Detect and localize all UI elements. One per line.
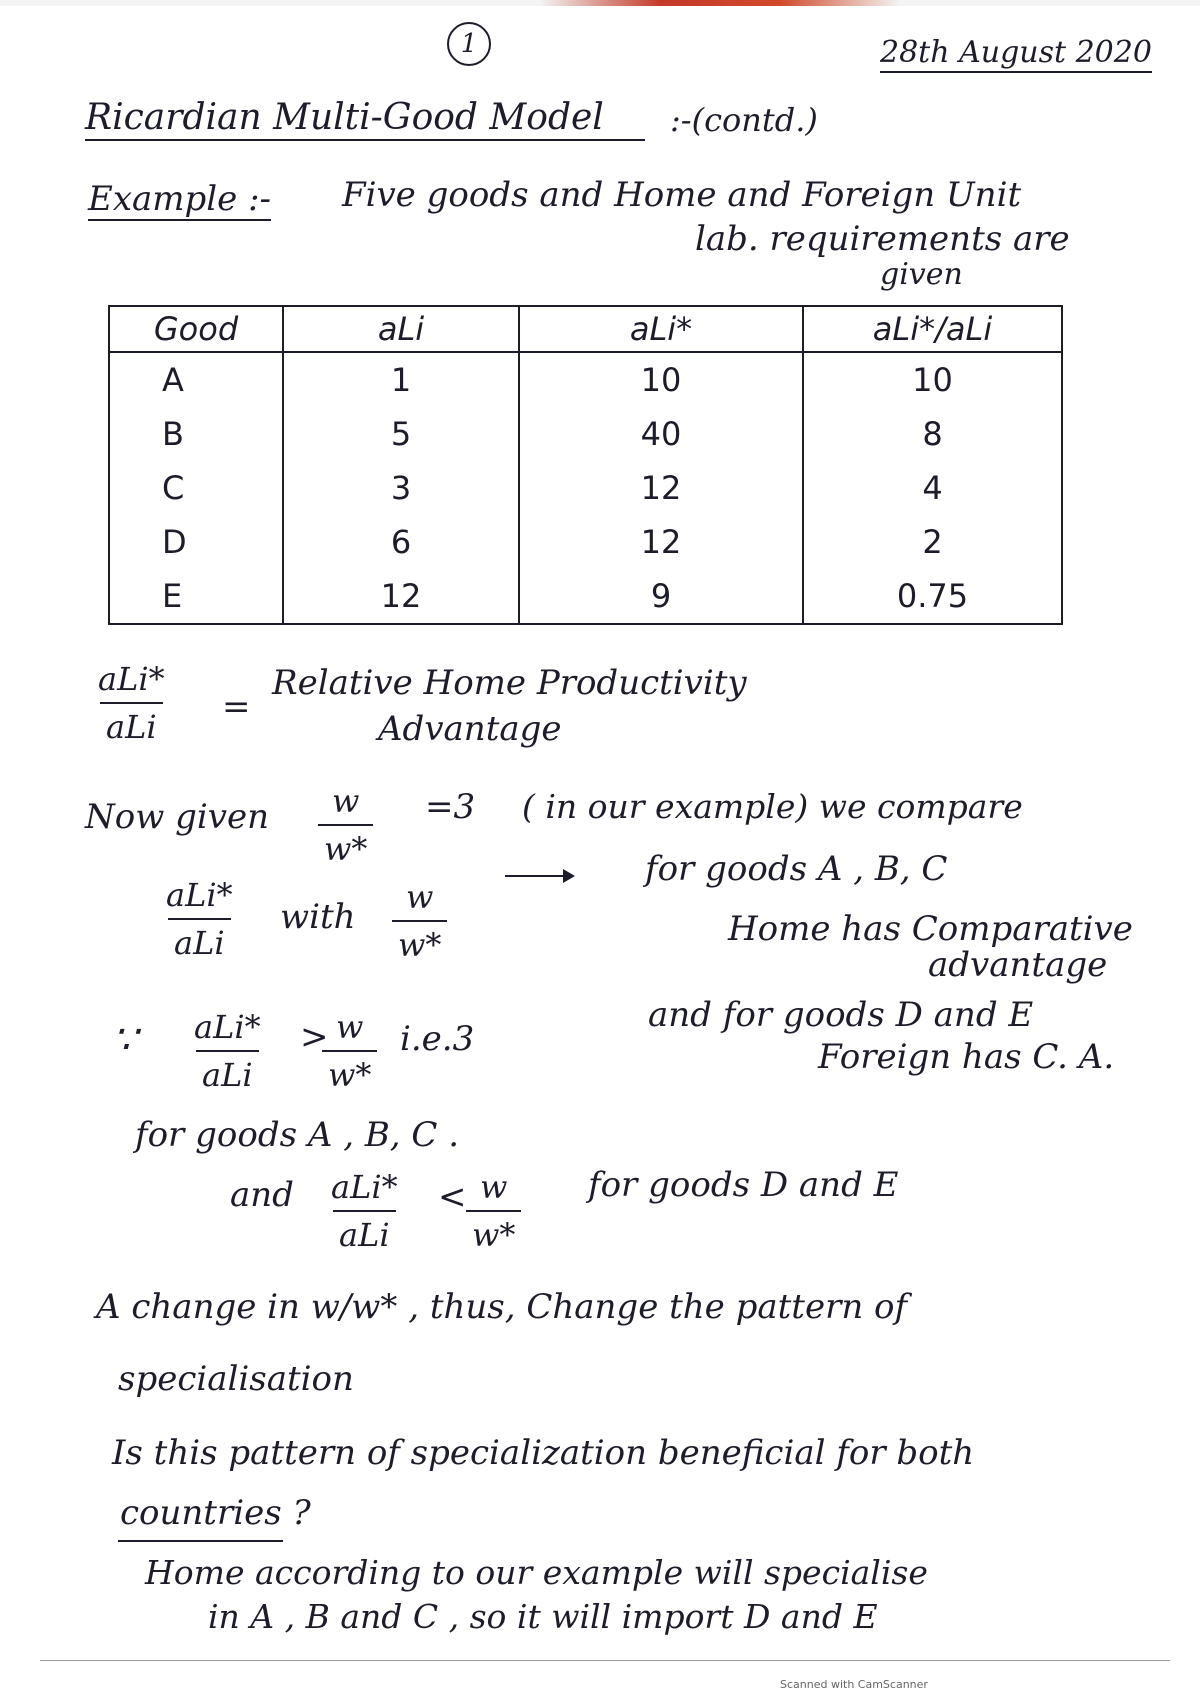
and-relation: < (438, 1177, 467, 1217)
cell-ratio: 0.75 (803, 569, 1062, 624)
cell-good: D (109, 515, 283, 569)
cell-home: 1 (283, 352, 519, 407)
cell-foreign: 9 (519, 569, 803, 624)
compare-result-line5: Foreign has C. A. (818, 1037, 1115, 1077)
cell-good: A (109, 352, 283, 407)
fraction-denominator: aLi (333, 1210, 396, 1254)
change-line1: A change in w/w* , thus, Change the pattern of (96, 1287, 908, 1327)
fraction-denominator: w* (322, 1050, 377, 1094)
question-line2: countries ? (120, 1493, 311, 1533)
fraction-denominator: aLi (196, 1050, 259, 1094)
title-suffix: :-(contd.) (670, 101, 818, 139)
and-fraction (325, 1168, 404, 1254)
header-good: Good (109, 306, 283, 352)
header-foreign-requirement: aLi* (519, 306, 803, 352)
table-header-row (109, 306, 1062, 352)
page-bottom-rule (40, 1660, 1170, 1661)
because-ie: i.e.3 (400, 1019, 475, 1059)
wage-ratio-fraction (318, 782, 373, 868)
compare-result-line4: and for goods D and E (648, 995, 1034, 1035)
cell-foreign: 40 (519, 407, 803, 461)
question-underline (118, 1540, 283, 1542)
definition-line2: Advantage (378, 709, 562, 749)
fraction-denominator: w* (466, 1210, 521, 1254)
and-prefix: and (230, 1175, 294, 1215)
because-symbol: ∵ (112, 1017, 138, 1063)
now-given-prefix: Now given (85, 797, 269, 837)
fraction-denominator: w* (318, 824, 373, 868)
date: 28th August 2020 (880, 38, 1152, 73)
cell-ratio: 2 (803, 515, 1062, 569)
fraction-numerator: aLi* (331, 1168, 398, 1206)
because-fraction (188, 1008, 267, 1094)
change-line2: specialisation (118, 1359, 354, 1399)
header-ratio: aLi*/aLi (803, 306, 1062, 352)
fraction-numerator: aLi* (98, 660, 165, 698)
conclusion-line2: in A , B and C , so it will import D and E (208, 1597, 878, 1636)
and-suffix: for goods D and E (588, 1165, 899, 1205)
fraction-denominator: aLi (168, 918, 231, 962)
definition-fraction (92, 660, 171, 746)
definition-line1: Relative Home Productivity (272, 663, 747, 703)
because-goods: for goods A , B, C . (135, 1115, 460, 1155)
because-relation: > (300, 1017, 329, 1057)
table-row (109, 569, 1062, 624)
example-text-line2: lab. requirements are (695, 219, 1070, 259)
cell-home: 6 (283, 515, 519, 569)
compare-result-line2: Home has Comparative (728, 909, 1133, 949)
compare-fraction (160, 876, 239, 962)
cell-ratio: 8 (803, 407, 1062, 461)
cell-home: 3 (283, 461, 519, 515)
example-text-line1: Five goods and Home and Foreign Unit (342, 175, 1022, 215)
because-wage-fraction (322, 1008, 377, 1094)
labour-requirement-table (108, 305, 1063, 625)
table-row (109, 515, 1062, 569)
fraction-denominator: w* (392, 920, 447, 964)
table-row (109, 407, 1062, 461)
header-home-requirement: aLi (283, 306, 519, 352)
cell-good: C (109, 461, 283, 515)
table-row (109, 352, 1062, 407)
cell-foreign: 12 (519, 461, 803, 515)
cell-home: 5 (283, 407, 519, 461)
and-wage-fraction (466, 1168, 521, 1254)
fraction-numerator: w (332, 782, 360, 820)
cell-home: 12 (283, 569, 519, 624)
definition-equals: = (222, 687, 251, 727)
page-title: Ricardian Multi-Good Model (85, 100, 645, 141)
example-label: Example :- (88, 179, 272, 219)
compare-wage-fraction (392, 878, 447, 964)
cell-ratio: 10 (803, 352, 1062, 407)
example-text-line3: given (880, 257, 963, 292)
fraction-numerator: w (336, 1008, 364, 1046)
scan-edge-band (0, 0, 1200, 6)
compare-result-line1: for goods A , B, C (645, 849, 948, 889)
right-arrow-icon (505, 875, 573, 877)
cell-ratio: 4 (803, 461, 1062, 515)
cell-foreign: 10 (519, 352, 803, 407)
fraction-numerator: w (480, 1168, 508, 1206)
table-row (109, 461, 1062, 515)
cell-good: B (109, 407, 283, 461)
cell-foreign: 12 (519, 515, 803, 569)
fraction-numerator: w (406, 878, 434, 916)
now-given-suffix: ( in our example) we compare (522, 787, 1023, 826)
page-number: 1 (447, 22, 491, 66)
fraction-denominator: aLi (100, 702, 163, 746)
fraction-numerator: aLi* (194, 1008, 261, 1046)
compare-result-line3: advantage (928, 945, 1108, 985)
scanner-footer: Scanned with CamScanner (780, 1678, 928, 1691)
conclusion-line1: Home according to our example will specialise (145, 1553, 928, 1592)
compare-with: with (280, 897, 356, 937)
cell-good: E (109, 569, 283, 624)
fraction-numerator: aLi* (166, 876, 233, 914)
wage-ratio-value: =3 (425, 787, 476, 827)
question-line1: Is this pattern of specialization beneficial for both (112, 1433, 975, 1473)
